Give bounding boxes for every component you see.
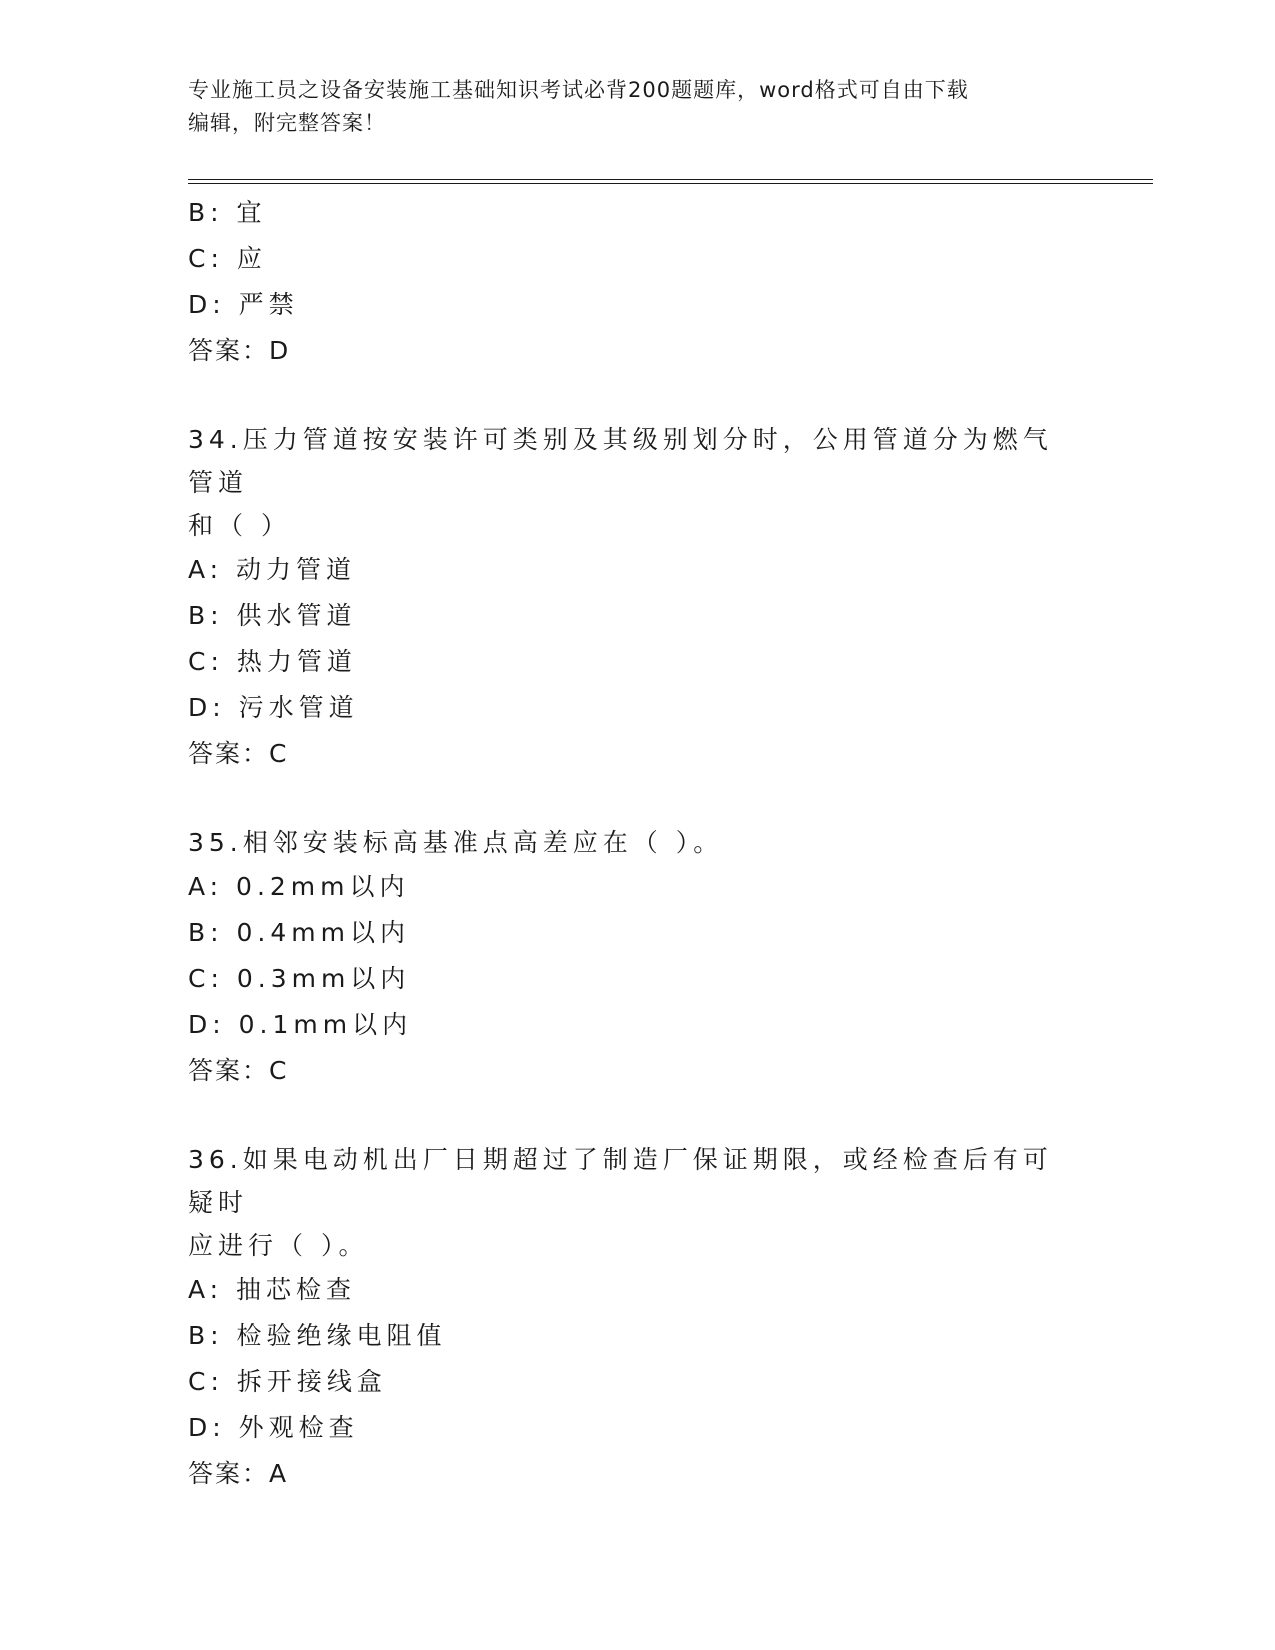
answer-line — [188, 1048, 1088, 1094]
option-label: D: — [188, 1010, 226, 1039]
question-text — [188, 418, 1078, 547]
option-b — [188, 190, 1088, 236]
header-divider — [188, 179, 1153, 184]
option-c — [188, 236, 1088, 282]
option-label: D: — [188, 693, 226, 722]
option-d — [188, 1002, 1088, 1048]
question-text-line-1: 36.如果电动机出厂日期超过了制造厂保证期限，或经检查后有可疑时 — [188, 1145, 1053, 1217]
option-label: B: — [188, 1321, 224, 1350]
option-label: C: — [188, 1367, 224, 1396]
option-label: A: — [188, 555, 224, 584]
answer-line — [188, 731, 1088, 777]
question-text-line-1: 34.压力管道按安装许可类别及其级别划分时，公用管道分为燃气管道 — [188, 425, 1053, 497]
option-text: 抽芯检查 — [236, 1275, 357, 1304]
question-text-line-2: 和（ ） — [188, 511, 291, 540]
option-text: 供水管道 — [236, 601, 357, 630]
answer-line — [188, 1451, 1088, 1497]
option-text: 严禁 — [238, 290, 299, 319]
option-text: 拆开接线盒 — [236, 1367, 387, 1396]
option-d — [188, 282, 1088, 328]
header-title-line-2: 编辑，附完整答案！ — [188, 111, 386, 135]
option-c — [188, 956, 1088, 1002]
option-text: 污水管道 — [238, 693, 359, 722]
option-text: 0.1mm以内 — [238, 1010, 413, 1039]
question-list — [188, 190, 1088, 1497]
document-header — [188, 74, 1088, 140]
option-text: 0.4mm以内 — [236, 918, 410, 947]
option-text: 应 — [236, 244, 267, 273]
question-text-line-1: 35.相邻安装标高基准点高差应在（ ）。 — [188, 828, 724, 857]
option-b — [188, 1313, 1088, 1359]
option-b — [188, 593, 1088, 639]
question-34 — [188, 418, 1088, 777]
option-a — [188, 864, 1088, 910]
header-title-line-1: 专业施工员之设备安装施工基础知识考试必背200题题库，word格式可自由下载 — [188, 78, 969, 102]
answer-label: 答案： — [188, 1459, 270, 1488]
answer-value: C — [269, 1056, 289, 1085]
option-text: 0.2mm以内 — [236, 872, 410, 901]
option-label: A: — [188, 872, 224, 901]
option-text: 检验绝缘电阻值 — [236, 1321, 447, 1350]
option-label: D: — [188, 290, 226, 319]
option-label: B: — [188, 601, 224, 630]
answer-label: 答案： — [188, 336, 270, 365]
answer-value: C — [269, 739, 289, 768]
answer-line — [188, 328, 1088, 374]
question-text-line-2: 应进行（ ）。 — [188, 1231, 369, 1260]
question-33-continued — [188, 190, 1088, 374]
option-a — [188, 1267, 1088, 1313]
answer-value: D — [269, 336, 291, 365]
option-label: C: — [188, 964, 224, 993]
option-label: B: — [188, 918, 224, 947]
option-c — [188, 1359, 1088, 1405]
option-label: C: — [188, 244, 224, 273]
option-a — [188, 547, 1088, 593]
question-36 — [188, 1138, 1088, 1497]
answer-label: 答案： — [188, 1056, 270, 1085]
option-d — [188, 1405, 1088, 1451]
option-b — [188, 910, 1088, 956]
option-label: C: — [188, 647, 224, 676]
option-label: A: — [188, 1275, 224, 1304]
question-text — [188, 821, 1078, 864]
question-35 — [188, 821, 1088, 1094]
option-label: B: — [188, 198, 224, 227]
option-d — [188, 685, 1088, 731]
option-label: D: — [188, 1413, 226, 1442]
option-text: 外观检查 — [238, 1413, 359, 1442]
option-c — [188, 639, 1088, 685]
option-text: 0.3mm以内 — [236, 964, 411, 993]
option-text: 动力管道 — [236, 555, 357, 584]
question-text — [188, 1138, 1078, 1267]
option-text: 热力管道 — [236, 647, 357, 676]
answer-value: A — [269, 1459, 289, 1488]
option-text: 宜 — [236, 198, 267, 227]
answer-label: 答案： — [188, 739, 270, 768]
